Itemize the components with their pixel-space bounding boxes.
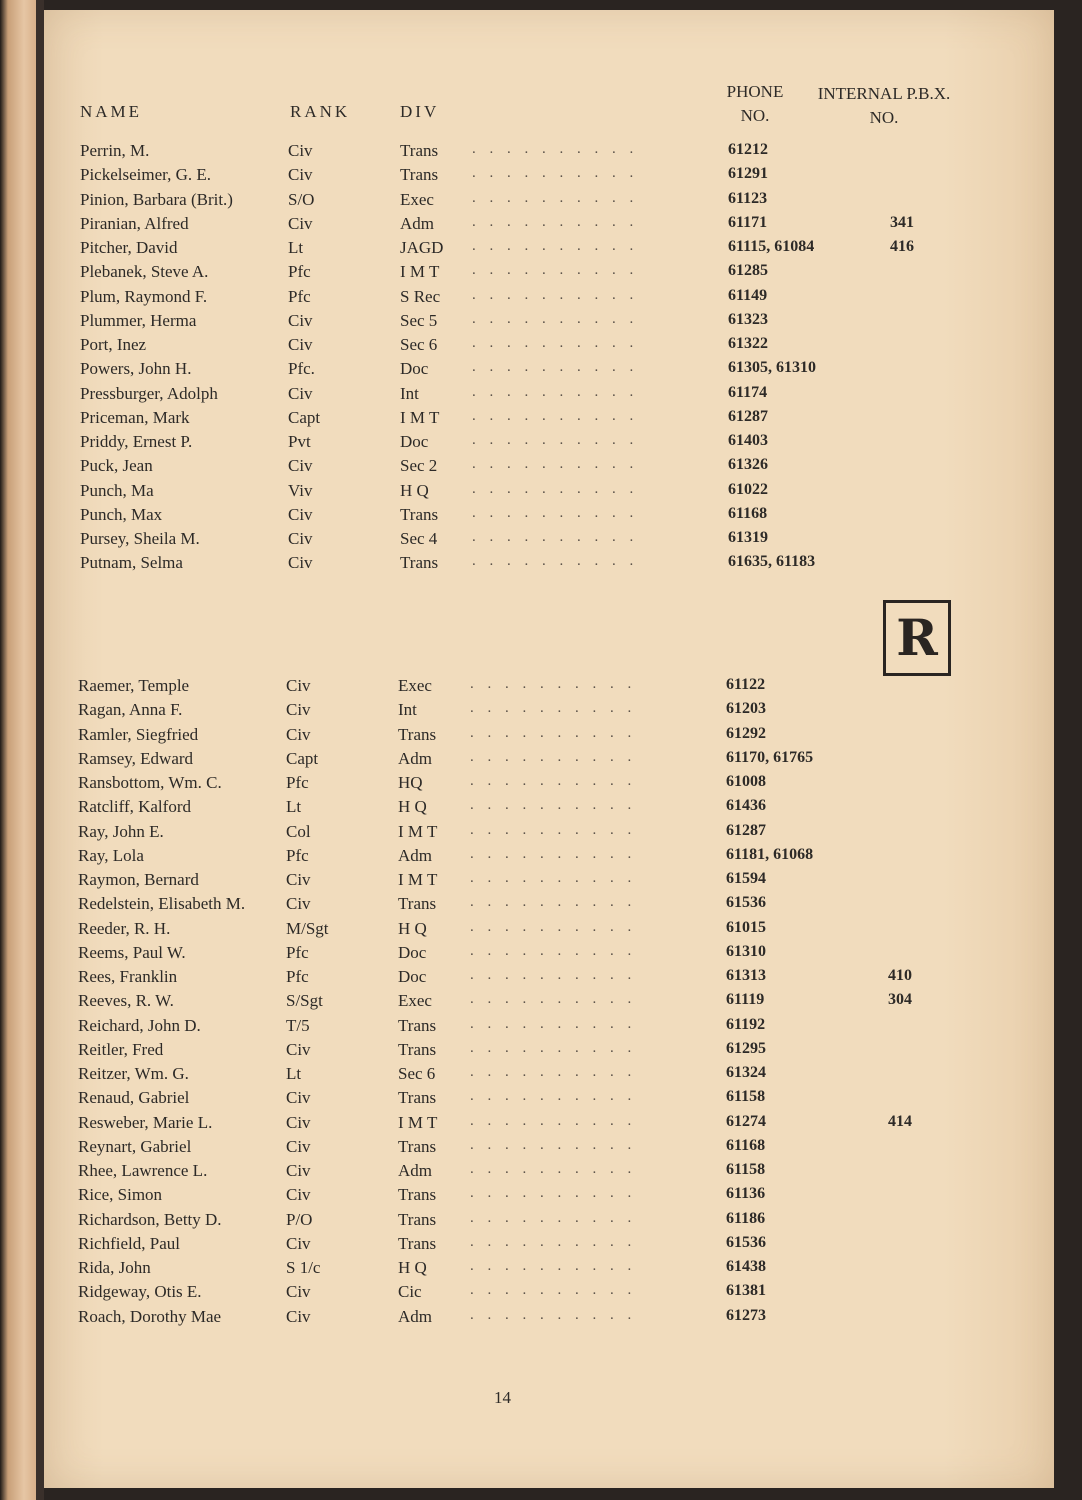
leader-dots: . . . . . . . . . .	[470, 1185, 637, 1202]
leader-dots: . . . . . . . . . .	[470, 773, 637, 789]
leader-dots: . . . . . . . . . .	[470, 797, 637, 814]
entry-rank: Pfc	[288, 262, 311, 282]
entry-name: Rhee, Lawrence L.	[78, 1161, 208, 1180]
entry-name: Rice, Simon	[78, 1185, 163, 1205]
leader-dots: . . . . . . . . . .	[470, 1282, 637, 1299]
leader-dots: . . . . . . . . . .	[472, 529, 639, 545]
entry-phone: 61436	[726, 797, 766, 815]
header-div: DIV	[400, 102, 440, 121]
table-row	[78, 870, 978, 894]
entry-division: Adm	[398, 748, 432, 768]
entry-rank: Civ	[286, 1185, 311, 1205]
entry-division: H Q	[398, 1258, 427, 1277]
entry-rank: Civ	[288, 165, 313, 185]
entry-rank: Lt	[286, 797, 302, 817]
table-row	[78, 943, 978, 967]
leader-dots: . . . . . . . . . .	[470, 918, 637, 935]
table-row	[80, 384, 980, 408]
entry-name: Ratcliff, Kalford	[78, 797, 191, 817]
entry-name: Raymon, Bernard	[78, 870, 199, 889]
table-row	[78, 1088, 978, 1112]
entry-name: Puck, Jean	[80, 456, 153, 476]
entry-rank: Civ	[288, 383, 313, 403]
entry-name: Pinion, Barbara (Brit.)	[80, 189, 233, 209]
entry-phone: 61186	[726, 1209, 766, 1227]
table-row	[78, 967, 978, 991]
entry-name: Piranian, Alfred	[80, 213, 189, 233]
entry-division: Trans	[398, 1136, 437, 1156]
table-row	[80, 165, 980, 189]
entry-name: Ridgeway, Otis E.	[78, 1282, 202, 1302]
entry-name: Putnam, Selma	[80, 553, 183, 573]
table-row	[80, 456, 980, 480]
entry-name: Pickelseimer, G. E.	[80, 165, 212, 185]
entry-phone: 61273	[726, 1306, 766, 1324]
entry-name: Punch, Ma	[80, 480, 154, 500]
table-row	[80, 408, 980, 432]
entry-division: Cic	[398, 1282, 422, 1302]
entry-phone: 61274	[726, 1112, 766, 1130]
entry-rank: M/Sgt	[286, 918, 329, 938]
entry-division: Trans	[398, 1185, 437, 1205]
table-row	[78, 1064, 978, 1088]
entry-name: Reynart, Gabriel	[78, 1136, 192, 1156]
entry-division: Adm	[398, 1161, 432, 1180]
entry-phone: 61174	[728, 383, 768, 401]
entry-rank: Civ	[288, 529, 313, 548]
table-row	[78, 919, 978, 943]
leader-dots: . . . . . . . . . .	[470, 676, 637, 692]
entry-name: Rida, John	[78, 1258, 151, 1277]
table-row	[78, 725, 978, 749]
entry-division: Adm	[398, 1306, 432, 1326]
entry-rank: Civ	[286, 894, 311, 914]
entry-phone: 61168	[728, 504, 768, 522]
entry-phone: 61381	[726, 1282, 766, 1300]
leader-dots: . . . . . . . . . .	[470, 1233, 637, 1250]
entry-name: Pressburger, Adolph	[80, 383, 218, 403]
leader-dots: . . . . . . . . . .	[472, 310, 639, 327]
entry-rank: S 1/c	[286, 1258, 321, 1277]
entry-division: Trans	[398, 724, 437, 744]
entry-name: Powers, John H.	[80, 359, 192, 379]
leader-dots: . . . . . . . . . .	[470, 724, 637, 741]
entry-rank: S/O	[288, 189, 315, 209]
entry-rank: Pfc	[286, 773, 309, 792]
entry-rank: Civ	[288, 504, 313, 524]
entry-rank: Civ	[286, 1088, 311, 1108]
table-row	[78, 749, 978, 773]
entry-rank: Civ	[286, 676, 311, 695]
entry-rank: Pfc	[288, 286, 311, 306]
entry-rank: Pfc	[286, 967, 309, 986]
entry-division: Exec	[400, 189, 434, 209]
entry-phone: 61170, 61765	[726, 748, 814, 766]
leader-dots: . . . . . . . . . .	[470, 894, 637, 911]
table-row	[78, 1161, 978, 1185]
entry-rank: Civ	[288, 213, 313, 233]
entry-phone: 61536	[726, 894, 766, 912]
entry-phone: 61310	[726, 942, 766, 960]
entry-name: Reeder, R. H.	[78, 918, 171, 938]
entry-phone: 61008	[726, 773, 766, 790]
entry-rank: Capt	[286, 748, 319, 768]
leader-dots: . . . . . . . . . .	[472, 456, 639, 473]
entry-name: Reichard, John D.	[78, 1015, 201, 1035]
entry-phone: 61158	[726, 1088, 766, 1106]
entry-division: Doc	[400, 359, 429, 379]
entry-name: Reitler, Fred	[78, 1039, 164, 1059]
entry-division: HQ	[398, 773, 423, 792]
entry-phone: 61168	[726, 1136, 766, 1154]
entry-division: I M T	[400, 262, 440, 282]
leader-dots: . . . . . . . . . .	[472, 383, 639, 400]
entry-rank: Lt	[288, 238, 304, 257]
entry-division: I M T	[398, 821, 438, 841]
entry-division: Trans	[400, 504, 439, 524]
entry-pbx: 410	[888, 967, 912, 984]
entry-division: Trans	[398, 1039, 437, 1059]
leader-dots: . . . . . . . . . .	[472, 189, 639, 206]
entry-phone: 61285	[728, 262, 768, 280]
entry-division: I M T	[400, 407, 440, 427]
leader-dots: . . . . . . . . . .	[470, 967, 637, 983]
table-row	[80, 190, 980, 214]
leader-dots: . . . . . . . . . .	[472, 165, 639, 182]
leader-dots: . . . . . . . . . .	[470, 991, 637, 1008]
table-row	[78, 1307, 978, 1331]
leader-dots: . . . . . . . . . .	[472, 213, 639, 230]
entry-phone: 61322	[728, 335, 768, 352]
leader-dots: . . . . . . . . . .	[472, 480, 639, 497]
entry-phone: 61292	[726, 724, 766, 742]
entry-name: Plummer, Herma	[80, 310, 197, 330]
entry-phone: 61192	[726, 1015, 766, 1033]
leader-dots: . . . . . . . . . .	[472, 359, 639, 376]
entry-division: H Q	[400, 480, 429, 500]
entry-division: Trans	[398, 1233, 437, 1253]
entry-rank: Col	[286, 821, 311, 841]
entry-phone: 61324	[726, 1064, 766, 1081]
entry-pbx: 304	[888, 991, 912, 1009]
leader-dots: . . . . . . . . . .	[470, 1209, 637, 1226]
entry-name: Priddy, Ernest P.	[80, 432, 193, 451]
leader-dots: . . . . . . . . . .	[470, 870, 637, 886]
leader-dots: . . . . . . . . . .	[470, 821, 637, 838]
entry-phone: 61323	[728, 310, 768, 328]
section-marker-box	[883, 600, 951, 676]
entry-phone: 61123	[728, 189, 768, 207]
table-row	[80, 529, 980, 553]
entry-division: Exec	[398, 991, 432, 1011]
table-row	[78, 1210, 978, 1234]
entry-rank: Civ	[286, 1306, 311, 1326]
entry-rank: Civ	[286, 724, 311, 744]
entry-name: Roach, Dorothy Mae	[78, 1306, 222, 1326]
entry-rank: Civ	[288, 310, 313, 330]
entry-division: I M T	[398, 870, 438, 889]
table-row	[80, 311, 980, 335]
entry-rank: Civ	[288, 456, 313, 476]
entry-rank: Civ	[286, 700, 311, 720]
entry-name: Rees, Franklin	[78, 967, 178, 986]
table-row	[78, 991, 978, 1015]
entry-pbx: 341	[890, 213, 914, 231]
entry-division: Adm	[398, 845, 432, 865]
entry-rank: Civ	[288, 335, 313, 354]
table-row	[78, 1137, 978, 1161]
entry-phone: 61438	[726, 1258, 766, 1275]
entry-rank: Civ	[288, 141, 313, 160]
leader-dots: . . . . . . . . . .	[472, 286, 639, 303]
entry-phone: 61158	[726, 1161, 766, 1178]
entry-name: Raemer, Temple	[78, 676, 190, 695]
entry-division: Sec 4	[400, 529, 438, 548]
entry-phone: 61305, 61310	[728, 359, 816, 377]
page-number: 14	[494, 1388, 511, 1407]
entry-name: Ray, Lola	[78, 845, 144, 865]
entry-phone: 61203	[726, 700, 766, 718]
entry-name: Pitcher, David	[80, 238, 178, 257]
entry-phone: 61403	[728, 432, 768, 449]
entry-division: Sec 2	[400, 456, 438, 476]
entry-rank: Civ	[286, 870, 311, 889]
entry-division: Doc	[398, 967, 427, 986]
table-row	[80, 553, 980, 577]
table-row	[80, 359, 980, 383]
table-row	[80, 238, 980, 262]
leader-dots: . . . . . . . . . .	[472, 262, 639, 279]
entry-name: Priceman, Mark	[80, 407, 190, 427]
header-phone	[710, 80, 800, 128]
entry-division: H Q	[398, 918, 427, 938]
entry-rank: Lt	[286, 1064, 302, 1083]
entry-pbx: 416	[890, 238, 914, 255]
entry-division: Trans	[398, 1209, 437, 1229]
table-row	[78, 822, 978, 846]
leader-dots: . . . . . . . . . .	[472, 407, 639, 424]
entry-name: Plebanek, Steve A.	[80, 262, 209, 282]
header-name: NAME	[80, 102, 143, 121]
entry-division: Exec	[398, 676, 432, 695]
entry-division: Adm	[400, 213, 434, 233]
leader-dots: . . . . . . . . . .	[470, 1015, 637, 1032]
entry-division: JAGD	[400, 238, 444, 257]
entry-division: I M T	[398, 1112, 438, 1132]
leader-dots: . . . . . . . . . .	[472, 335, 639, 351]
entry-rank: Civ	[286, 1039, 311, 1059]
entry-phone: 61313	[726, 967, 766, 984]
header-phone-line1: PHONE	[726, 82, 784, 101]
header-rank: RANK	[290, 102, 351, 121]
entry-phone: 61122	[726, 676, 766, 693]
entry-phone: 61212	[728, 141, 768, 158]
entry-rank: Pfc	[286, 942, 309, 962]
entry-division: Trans	[400, 141, 439, 160]
table-row	[78, 1282, 978, 1306]
entry-name: Perrin, M.	[80, 141, 150, 160]
entry-phone: 61119	[726, 991, 765, 1009]
table-row	[78, 1040, 978, 1064]
table-row	[80, 287, 980, 311]
entry-phone: 61326	[728, 456, 768, 474]
entry-division: Sec 6	[400, 335, 438, 354]
entry-rank: S/Sgt	[286, 991, 323, 1011]
entry-division: Sec 5	[400, 310, 438, 330]
entry-name: Ray, John E.	[78, 821, 164, 841]
entry-phone: 61536	[726, 1233, 766, 1251]
leader-dots: . . . . . . . . . .	[472, 504, 639, 521]
entry-name: Renaud, Gabriel	[78, 1088, 190, 1108]
leader-dots: . . . . . . . . . .	[470, 748, 637, 765]
entry-phone: 61291	[728, 165, 768, 183]
leader-dots: . . . . . . . . . .	[472, 141, 639, 157]
entry-division: Sec 6	[398, 1064, 436, 1083]
table-row	[78, 1113, 978, 1137]
entry-rank: Civ	[286, 1161, 311, 1180]
leader-dots: . . . . . . . . . .	[470, 1136, 637, 1153]
table-row	[78, 700, 978, 724]
entry-division: Trans	[398, 1015, 437, 1035]
entry-name: Ragan, Anna F.	[78, 700, 183, 720]
entry-phone: 61136	[726, 1185, 766, 1203]
leader-dots: . . . . . . . . . .	[470, 1064, 637, 1080]
entry-division: H Q	[398, 797, 427, 817]
entry-rank: Pfc	[286, 845, 309, 865]
table-row	[78, 676, 978, 700]
leader-dots: . . . . . . . . . .	[470, 1306, 637, 1323]
entry-name: Reitzer, Wm. G.	[78, 1064, 189, 1083]
entry-name: Ramler, Siegfried	[78, 724, 199, 744]
leader-dots: . . . . . . . . . .	[472, 553, 639, 570]
table-row	[78, 1016, 978, 1040]
entry-division: Trans	[400, 165, 439, 185]
entry-phone: 61635, 61183	[728, 553, 816, 571]
entry-rank: Pvt	[288, 432, 311, 451]
section-letter: R	[896, 608, 938, 667]
entry-rank: Pfc.	[288, 359, 315, 379]
leader-dots: . . . . . . . . . .	[472, 432, 639, 448]
entry-rank: Civ	[286, 1136, 311, 1156]
entry-phone: 61319	[728, 529, 768, 546]
entry-phone: 61295	[726, 1039, 766, 1057]
entry-rank: T/5	[286, 1015, 310, 1035]
leader-dots: . . . . . . . . . .	[470, 1088, 637, 1105]
entry-name: Ransbottom, Wm. C.	[78, 773, 222, 792]
entry-division: Trans	[398, 894, 437, 914]
table-row	[78, 1234, 978, 1258]
header-phone-line2: NO.	[740, 106, 770, 125]
entry-phone: 61594	[726, 870, 766, 887]
entry-division: Doc	[398, 942, 427, 962]
table-row	[78, 846, 978, 870]
entry-rank: Capt	[288, 407, 321, 427]
table-row	[80, 262, 980, 286]
book-spine-left-page	[0, 0, 36, 1500]
leader-dots: . . . . . . . . . .	[470, 942, 637, 959]
entry-name: Reems, Paul W.	[78, 942, 186, 962]
leader-dots: . . . . . . . . . .	[470, 700, 637, 717]
entry-rank: Civ	[288, 553, 313, 573]
entry-name: Resweber, Marie L.	[78, 1112, 213, 1132]
entry-rank: Civ	[286, 1233, 311, 1253]
entry-name: Port, Inez	[80, 335, 147, 354]
leader-dots: . . . . . . . . . .	[470, 1112, 637, 1129]
entry-division: Int	[398, 700, 417, 720]
entry-phone: 61022	[728, 480, 768, 498]
table-row	[78, 773, 978, 797]
table-row	[80, 481, 980, 505]
table-row	[80, 214, 980, 238]
leader-dots: . . . . . . . . . .	[470, 1039, 637, 1056]
entry-division: S Rec	[400, 286, 441, 306]
table-row	[80, 505, 980, 529]
entry-rank: Civ	[286, 1282, 311, 1302]
header-pbx	[806, 82, 962, 130]
entry-phone: 61171	[728, 213, 768, 231]
book-gutter	[36, 0, 44, 1500]
entry-name: Richardson, Betty D.	[78, 1209, 222, 1229]
entry-name: Reeves, R. W.	[78, 991, 174, 1011]
entry-rank: Viv	[288, 480, 313, 500]
entry-division: Doc	[400, 432, 429, 451]
table-row	[78, 797, 978, 821]
directory-page	[44, 10, 1054, 1488]
entry-name: Plum, Raymond F.	[80, 286, 208, 306]
entry-phone: 61287	[726, 821, 766, 839]
entry-rank: P/O	[286, 1209, 313, 1229]
entry-name: Punch, Max	[80, 504, 163, 524]
entry-phone: 61149	[728, 286, 768, 304]
entry-name: Redelstein, Elisabeth M.	[78, 894, 246, 914]
entry-phone: 61015	[726, 918, 766, 936]
leader-dots: . . . . . . . . . .	[472, 238, 639, 254]
entry-phone: 61287	[728, 407, 768, 425]
header-pbx-line2: NO.	[869, 108, 899, 127]
entry-division: Trans	[398, 1088, 437, 1108]
entry-rank: Civ	[286, 1112, 311, 1132]
entry-pbx: 414	[888, 1112, 912, 1130]
table-row	[78, 894, 978, 918]
table-row	[80, 141, 980, 165]
table-row	[80, 432, 980, 456]
table-row	[78, 1258, 978, 1282]
entry-division: Int	[400, 383, 419, 403]
leader-dots: . . . . . . . . . .	[470, 845, 637, 862]
header-pbx-line1: INTERNAL P.B.X.	[817, 84, 951, 103]
table-row	[80, 335, 980, 359]
entry-phone: 61181, 61068	[726, 845, 814, 863]
leader-dots: . . . . . . . . . .	[470, 1161, 637, 1177]
leader-dots: . . . . . . . . . .	[470, 1258, 637, 1274]
entry-name: Ramsey, Edward	[78, 748, 194, 768]
entry-name: Pursey, Sheila M.	[80, 529, 200, 548]
table-row	[78, 1185, 978, 1209]
entry-division: Trans	[400, 553, 439, 573]
entry-phone: 61115, 61084	[728, 238, 815, 255]
entry-name: Richfield, Paul	[78, 1233, 180, 1253]
